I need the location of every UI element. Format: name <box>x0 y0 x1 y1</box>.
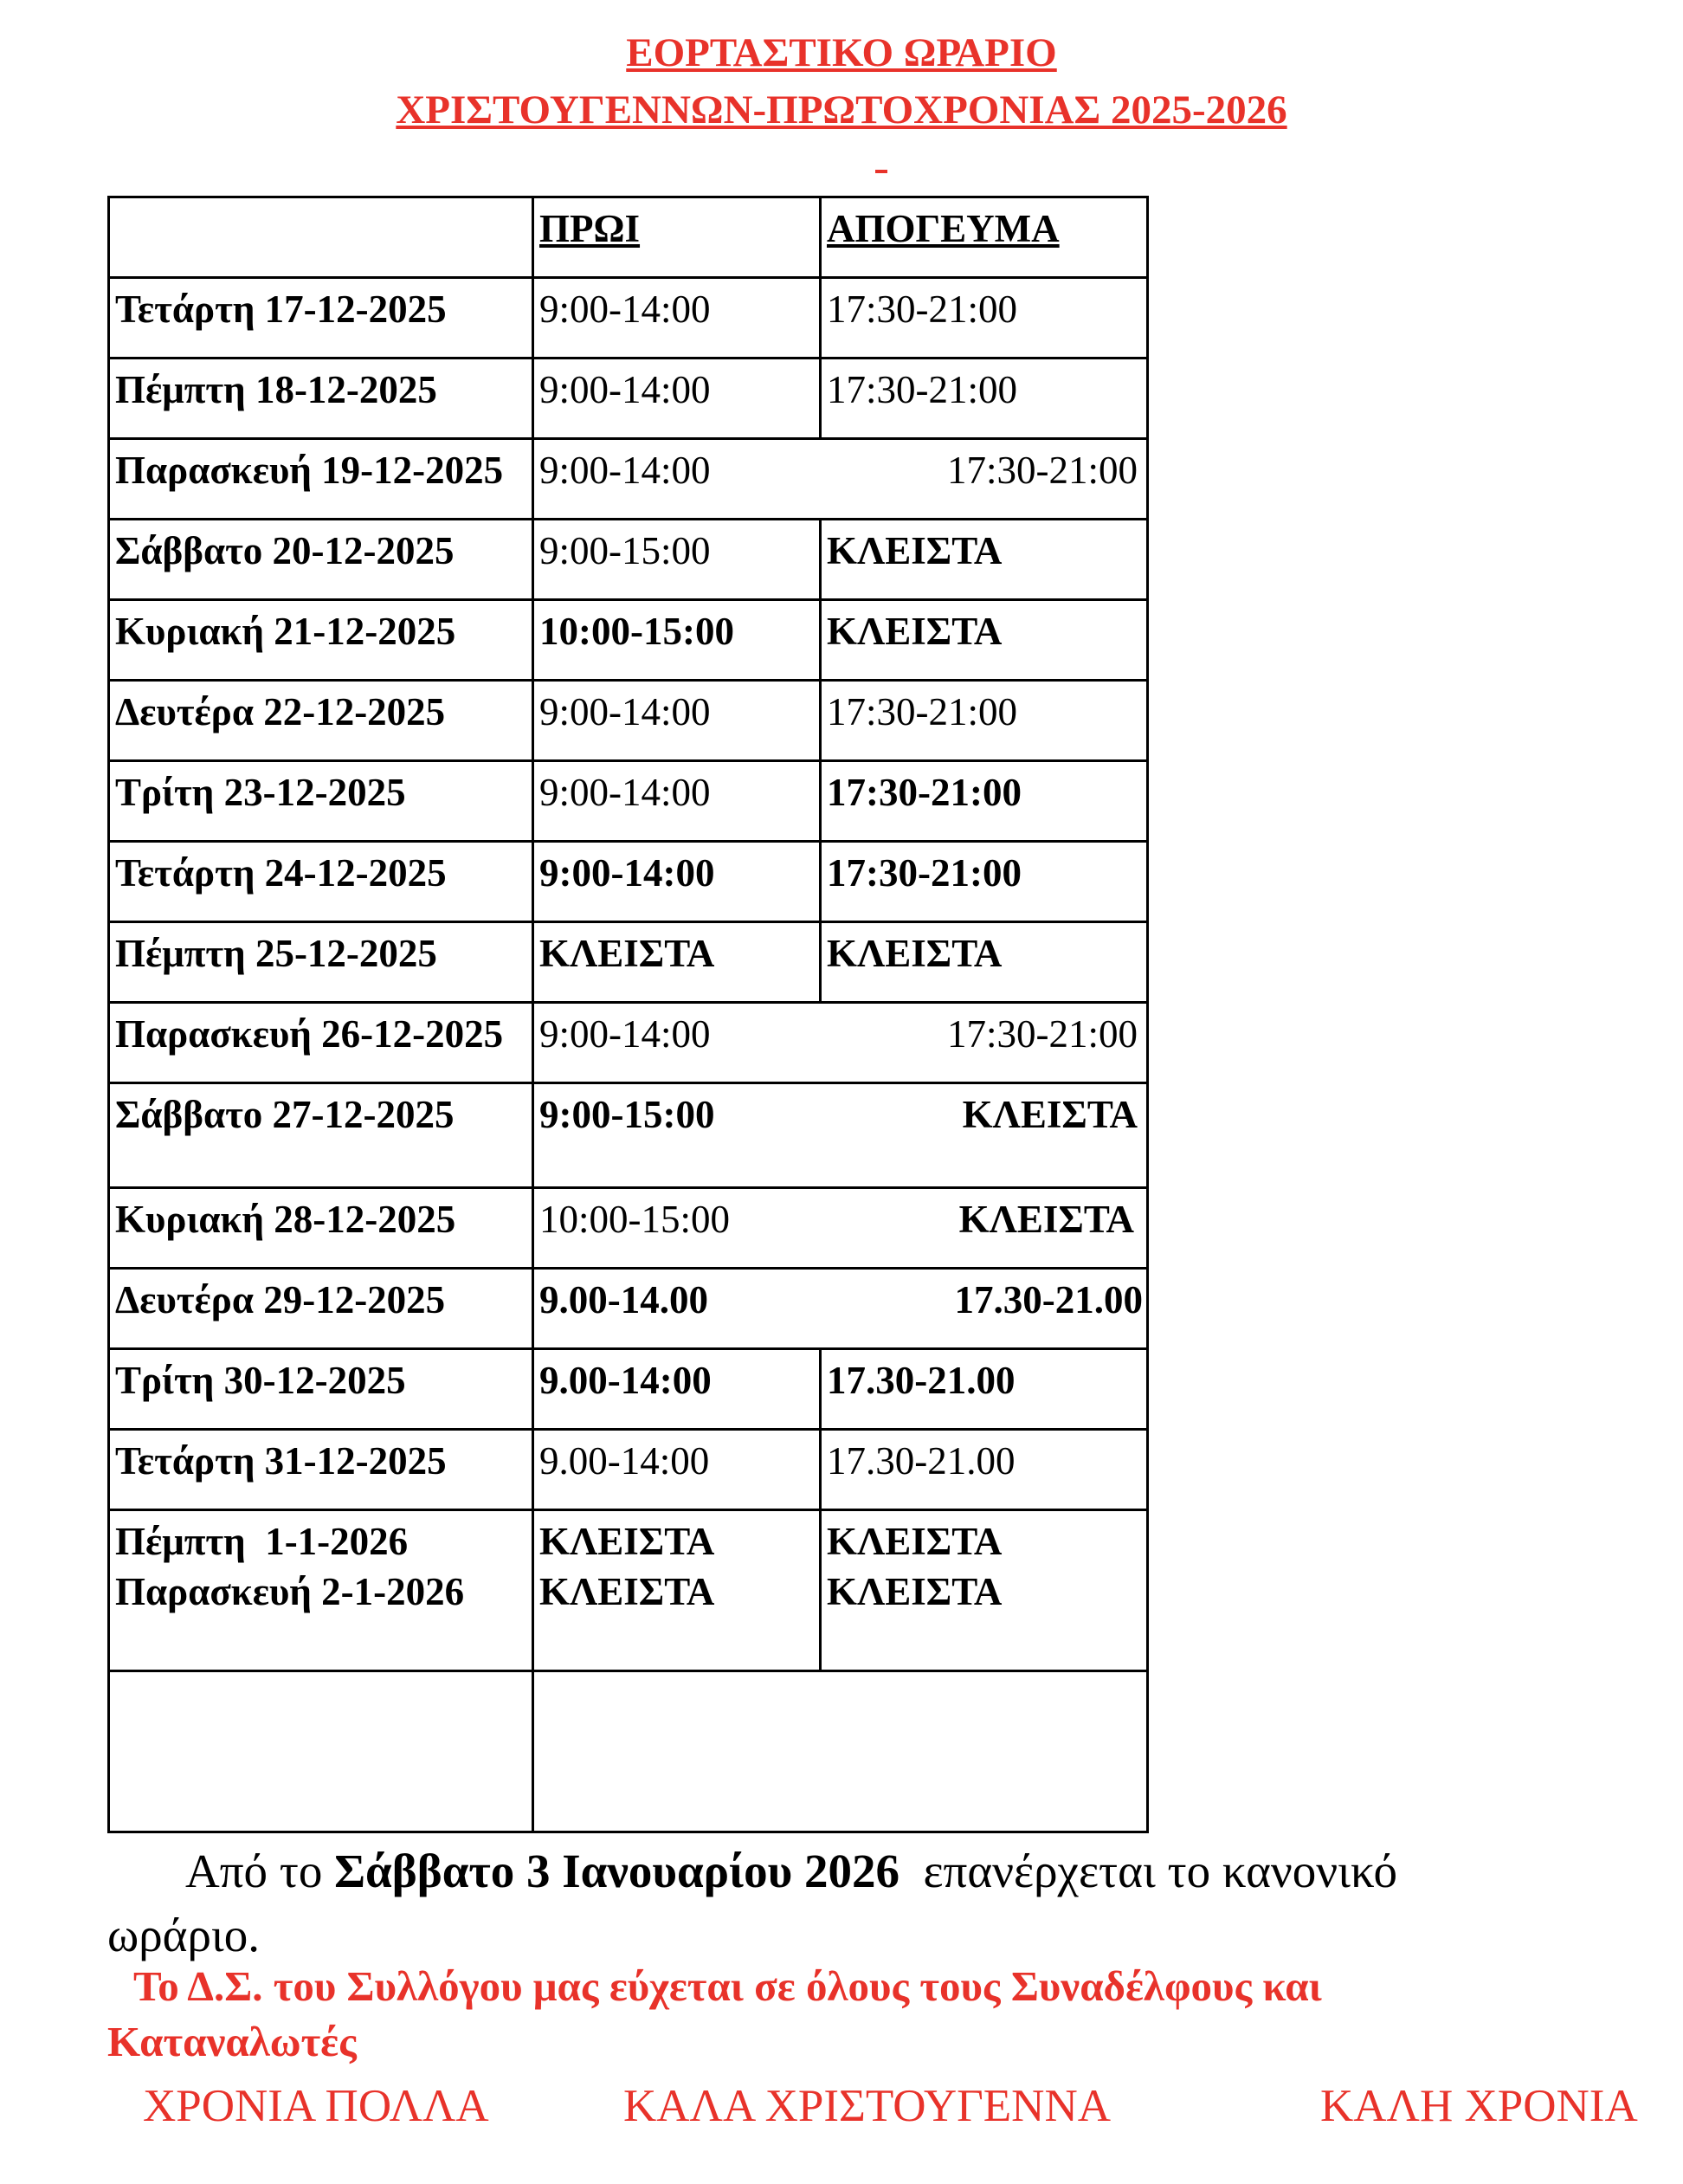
day-cell: Τετάρτη 31-12-2025 <box>109 1430 533 1510</box>
morning-cell: 9:00-14:00 <box>533 681 821 761</box>
page-title: ΕΟΡΤΑΣΤΙΚΟ ΩΡΑΡΙΟ <box>626 30 1057 75</box>
day-cell: Τρίτη 30-12-2025 <box>109 1349 533 1430</box>
afternoon-cell: 17.30-21.00 <box>821 1349 1148 1430</box>
table-row <box>109 681 1148 761</box>
table-row <box>109 1188 1148 1269</box>
table-row <box>109 600 1148 681</box>
table-row <box>109 1003 1148 1083</box>
table-row <box>109 1430 1148 1510</box>
afternoon-cell: 17.30-21.00 <box>821 1430 1148 1510</box>
table-row <box>109 922 1148 1003</box>
morning-cell: 9.00-14:00 <box>533 1430 821 1510</box>
wish-message <box>107 1959 1596 2070</box>
page-subtitle: ΧΡΙΣΤΟΥΓΕΝΝΩΝ-ΠΡΩΤΟΧΡΟΝΙΑΣ 2025-2026 <box>396 87 1287 132</box>
afternoon-hours: 17:30-21:00 <box>947 1012 1138 1056</box>
merged-hours-cell <box>533 1188 1148 1269</box>
morning-hours: 10:00-15:00 <box>539 1198 730 1241</box>
table-row <box>109 761 1148 842</box>
greeting-kala-christougenna: ΚΑΛΑ ΧΡΙΣΤΟΥΓΕΝΝΑ <box>623 2081 1111 2131</box>
note-suffix: επανέρχεται το κανονικό <box>899 1845 1397 1897</box>
schedule-table <box>107 196 1149 1833</box>
morning-line: ΚΛΕΙΣΤΑ <box>539 1570 715 1613</box>
wish-line-1: Το Δ.Σ. του Συλλόγου μας εύχεται σε όλους τους Συναδέλφους και <box>133 1962 1322 2010</box>
day-cell <box>109 1510 533 1671</box>
morning-line: ΚΛΕΙΣΤΑ <box>539 1520 715 1563</box>
wish-line-2: Καταναλωτές <box>107 2018 357 2065</box>
day-cell: Πέμπτη 18-12-2025 <box>109 359 533 439</box>
table-row <box>109 1269 1148 1349</box>
header-blank-cell <box>109 197 533 278</box>
table-empty-row <box>109 1671 1148 1832</box>
day-cell: Τρίτη 23-12-2025 <box>109 761 533 842</box>
morning-cell: 9:00-14:00 <box>533 359 821 439</box>
red-dash-mark <box>875 170 887 173</box>
afternoon-cell: 17:30-21:00 <box>821 681 1148 761</box>
morning-hours: 9:00-14:00 <box>539 449 711 492</box>
merged-hours-cell <box>533 1003 1148 1083</box>
merged-hours-cell <box>533 1269 1148 1349</box>
day-cell: Πέμπτη 25-12-2025 <box>109 922 533 1003</box>
day-cell: Κυριακή 28-12-2025 <box>109 1188 533 1269</box>
day-cell: Τετάρτη 24-12-2025 <box>109 842 533 922</box>
afternoon-hours: ΚΛΕΙΣΤΑ <box>962 1093 1138 1136</box>
day-cell: Κυριακή 21-12-2025 <box>109 600 533 681</box>
morning-cell: 10:00-15:00 <box>533 600 821 681</box>
table-row <box>109 278 1148 359</box>
table-row <box>109 1083 1148 1188</box>
day-cell: Παρασκευή 19-12-2025 <box>109 439 533 520</box>
note-prefix: Από το <box>185 1845 335 1897</box>
day-line: Παρασκευή 2-1-2026 <box>115 1570 465 1613</box>
afternoon-line: ΚΛΕΙΣΤΑ <box>827 1570 1003 1613</box>
table-row <box>109 439 1148 520</box>
afternoon-cell: ΚΛΕΙΣΤΑ <box>821 922 1148 1003</box>
afternoon-cell: ΚΛΕΙΣΤΑ <box>821 600 1148 681</box>
afternoon-hours: ΚΛΕΙΣΤΑ <box>958 1198 1134 1241</box>
table-row <box>109 842 1148 922</box>
day-cell: Δευτέρα 22-12-2025 <box>109 681 533 761</box>
merged-hours-cell <box>533 439 1148 520</box>
greeting-chronia-polla: ΧΡΟΝΙΑ ΠΟΛΛΑ <box>143 2081 489 2131</box>
header-afternoon: ΑΠΟΓΕΥΜΑ <box>821 197 1148 278</box>
schedule-note <box>107 1839 1579 1968</box>
afternoon-hours: 17:30-21:00 <box>947 449 1138 492</box>
morning-cell <box>533 1510 821 1671</box>
merged-hours-cell <box>533 1083 1148 1188</box>
day-cell: Παρασκευή 26-12-2025 <box>109 1003 533 1083</box>
table-row <box>109 520 1148 600</box>
morning-cell: 9.00-14:00 <box>533 1349 821 1430</box>
morning-cell: 9:00-14:00 <box>533 842 821 922</box>
note-date: Σάββατο 3 Ιανουαρίου 2026 <box>334 1845 900 1897</box>
afternoon-cell <box>821 1510 1148 1671</box>
day-line: Πέμπτη 1-1-2026 <box>115 1520 409 1563</box>
note-line <box>107 1839 1579 1903</box>
day-cell: Τετάρτη 17-12-2025 <box>109 278 533 359</box>
afternoon-cell: 17:30-21:00 <box>821 278 1148 359</box>
afternoon-cell: 17:30-21:00 <box>821 359 1148 439</box>
afternoon-hours: 17.30-21.00 <box>954 1278 1143 1321</box>
morning-hours: 9:00-14:00 <box>539 1012 711 1056</box>
empty-cell <box>533 1671 1148 1832</box>
morning-cell: ΚΛΕΙΣΤΑ <box>533 922 821 1003</box>
morning-hours: 9.00-14.00 <box>539 1278 708 1321</box>
afternoon-cell: 17:30-21:00 <box>821 761 1148 842</box>
note-line-2: ωράριο. <box>107 1909 260 1961</box>
table-row <box>109 1349 1148 1430</box>
greeting-kali-chronia: ΚΑΛΗ ΧΡΟΝΙΑ <box>1320 2081 1638 2131</box>
afternoon-cell: 17:30-21:00 <box>821 842 1148 922</box>
day-cell: Σάββατο 27-12-2025 <box>109 1083 533 1188</box>
morning-cell: 9:00-14:00 <box>533 761 821 842</box>
morning-hours: 9:00-15:00 <box>539 1093 715 1136</box>
day-cell: Δευτέρα 29-12-2025 <box>109 1269 533 1349</box>
day-cell: Σάββατο 20-12-2025 <box>109 520 533 600</box>
morning-cell: 9:00-14:00 <box>533 278 821 359</box>
morning-cell: 9:00-15:00 <box>533 520 821 600</box>
afternoon-line: ΚΛΕΙΣΤΑ <box>827 1520 1003 1563</box>
afternoon-cell: ΚΛΕΙΣΤΑ <box>821 520 1148 600</box>
table-row <box>109 1510 1148 1671</box>
table-header-row <box>109 197 1148 278</box>
header-morning: ΠΡΩΙ <box>533 197 821 278</box>
empty-cell <box>109 1671 533 1832</box>
table-row <box>109 359 1148 439</box>
